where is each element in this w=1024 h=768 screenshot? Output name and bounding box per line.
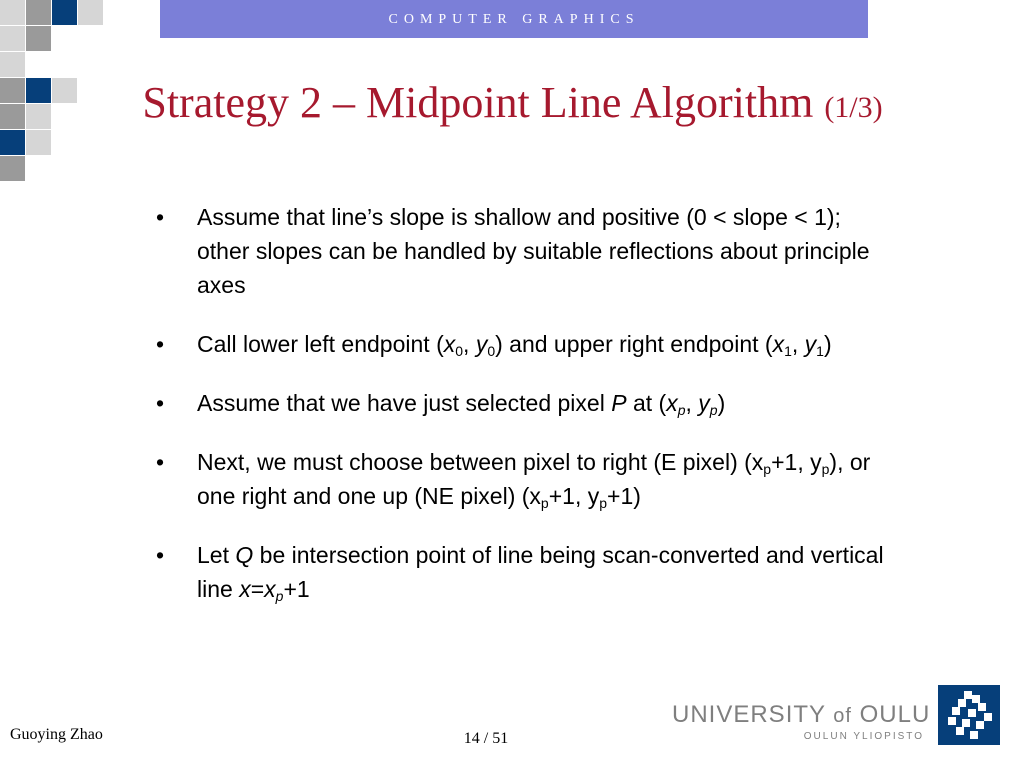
bullet-item — [156, 386, 896, 420]
deco-square — [52, 78, 77, 103]
university-wordmark — [672, 702, 932, 742]
header-banner: COMPUTER GRAPHICS — [160, 0, 868, 38]
slide-title-part: (1/3) — [824, 91, 883, 124]
university-subtitle: OULUN YLIOPISTO — [803, 731, 924, 742]
deco-square — [0, 78, 25, 103]
bullet-item — [156, 327, 896, 361]
university-name: UNIVERSITY of OULU — [672, 701, 931, 728]
bullet-marker: • — [156, 449, 165, 475]
deco-square — [0, 156, 25, 181]
slide-title — [140, 78, 885, 127]
bullet-text: Assume that line’s slope is shallow and positive (0 < slope < 1); other slopes can be handled by suitable reflections about principle axes — [197, 204, 870, 298]
slide-title-text: Strategy 2 – Midpoint Line Algorithm — [142, 78, 814, 127]
deco-square — [0, 26, 25, 51]
page-separator: / — [483, 730, 489, 747]
deco-square — [26, 0, 51, 25]
bullet-text: Call lower left endpoint ($x_0$, $y_0$) and upper right endpoint ($x_1$, $y_1$) — [197, 331, 832, 359]
bullet-marker: • — [156, 204, 165, 230]
bullet-item — [156, 538, 896, 606]
bullet-text: Next, we must choose between pixel to right (E pixel) ($x_p+1$, $y_p$), or one right and one up (NE pixel) ($x_p+1$, $y_p+1$) — [197, 449, 871, 511]
deco-square — [26, 130, 51, 155]
bullet-item — [156, 445, 896, 513]
deco-square — [26, 104, 51, 129]
bullet-text: Let Q be intersection point of line being scan-converted and vertical line $x=x_p+1$ — [197, 542, 884, 604]
deco-square — [26, 26, 51, 51]
deco-square — [0, 130, 25, 155]
deco-square — [0, 0, 25, 25]
page-total: 51 — [492, 730, 509, 747]
footer-author: Guoying Zhao — [10, 726, 103, 743]
bullet-marker: • — [156, 331, 165, 357]
university-logo-icon — [938, 685, 1000, 745]
bullet-text: Assume that we have just selected pixel P at ($x_p$, $y_p$) — [197, 390, 726, 418]
bullet-list — [156, 200, 896, 606]
page-current: 14 — [463, 730, 480, 747]
deco-square — [52, 0, 77, 25]
deco-square — [26, 78, 51, 103]
bullet-marker: • — [156, 390, 165, 416]
bullet-marker: • — [156, 542, 165, 568]
deco-square — [0, 104, 25, 129]
bullet-item — [156, 200, 896, 302]
deco-square — [78, 0, 103, 25]
deco-square — [0, 52, 25, 77]
